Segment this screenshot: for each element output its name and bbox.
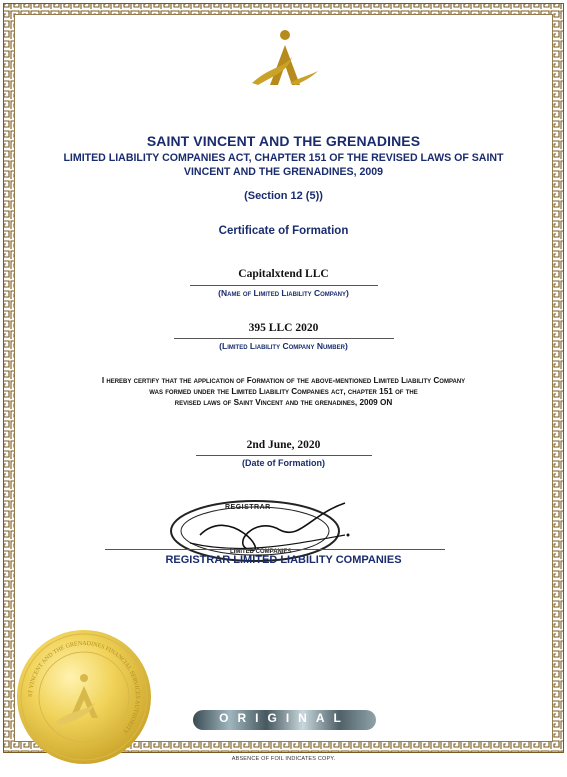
company-name: Capitalxtend LLC (238, 268, 329, 280)
act-heading-line2: VINCENT AND THE GRENADINES, 2009 (183, 166, 384, 178)
act-heading-line1: LIMITED LIABILITY COMPANIES ACT, CHAPTER 151 OF THE REVISED LAWS OF SAINT (63, 152, 504, 164)
registrar-title: REGISTRAR LIMITED LIABILITY COMPANIES (165, 554, 402, 566)
certification-line3: revised laws of Saint Vincent and the grenadines, 2009 ON (174, 398, 393, 407)
company-number-caption: (Limited Liability Company Number) (219, 341, 348, 351)
formation-date-caption: (Date of Formation) (242, 458, 325, 468)
company-number-rule (174, 338, 394, 339)
certificate-title: Certificate of Formation (218, 225, 349, 237)
certification-line2: was formed under the Limited Liability Companies act, chapter 151 of the (149, 387, 418, 396)
certification-paragraph (0, 375, 567, 408)
foil-footer-note: ABSENCE OF FOIL INDICATES COPY. (231, 756, 336, 762)
formation-date: 2nd June, 2020 (246, 439, 321, 451)
gold-foil-seal (15, 628, 153, 766)
certification-line1: I hereby certify that the application of Formation of the above-mentioned Limited Liability Company (101, 376, 466, 385)
section-reference: (Section 12 (5)) (244, 190, 323, 202)
country-heading: SAINT VINCENT AND THE GRENADINES (146, 133, 421, 149)
seal-ring-text: ST VINCENT AND THE GRENADINES FINANCIAL SERVICES AUTHORITY (27, 640, 141, 735)
company-name-caption: (Name of Limited Liability Company) (218, 288, 349, 298)
stamp-bottom-text: LIMITED COMPANIES (230, 549, 292, 555)
formation-date-rule (196, 455, 372, 456)
act-heading (0, 151, 567, 179)
company-name-rule (190, 285, 378, 286)
original-band-text: ORIGINAL (219, 711, 350, 725)
signature-rule (105, 549, 445, 550)
stamp-top-text: REGISTRAR (225, 504, 271, 511)
company-number: 395 LLC 2020 (248, 322, 319, 334)
gold-emblem-logo (250, 27, 320, 89)
